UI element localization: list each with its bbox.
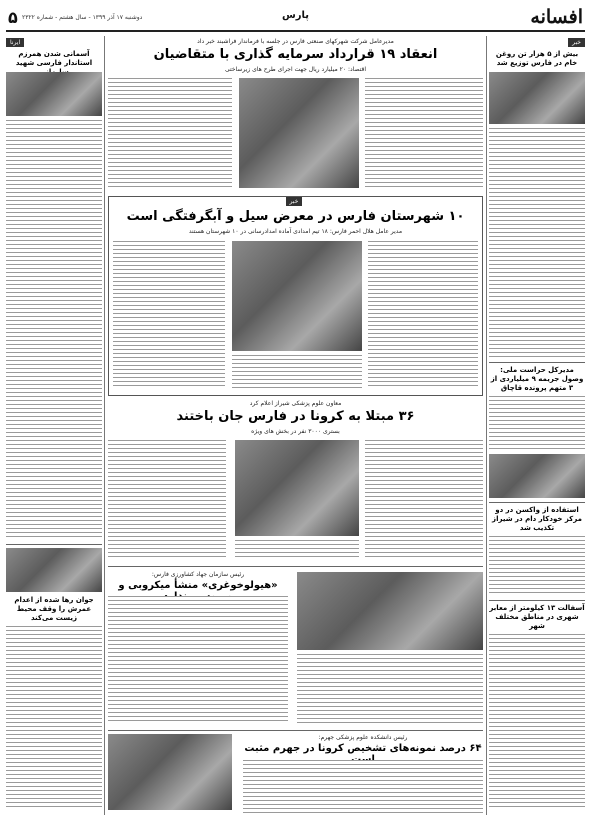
- left-column: [6, 36, 102, 815]
- headline: ۳۶ مبتلا به کرونا در فارس جان باختند: [176, 409, 415, 424]
- article-text: [489, 536, 585, 596]
- headline: بیش از ۵ هزار تن روغن خام در فارس توزیع شد: [495, 50, 579, 67]
- divider: [108, 566, 483, 567]
- kicker: رئیس سازمان جهاد کشاورزی فارس:: [151, 571, 245, 578]
- article-text: [113, 241, 225, 389]
- newspaper-logo: افسانه: [530, 6, 583, 28]
- article-text: [489, 396, 585, 450]
- kicker: معاون علوم پزشکی شیراز اعلام کرد: [249, 400, 342, 407]
- article-text: [365, 440, 483, 560]
- article-text: [489, 634, 585, 810]
- article-text: [232, 355, 362, 389]
- headline: جوان رها شده از اعدام عمرش را وقف محیط زیست می‌کند: [14, 596, 94, 622]
- issue-date: دوشنبه ۱۷ آذر ۱۳۹۹ - سال هشتم - شماره ۲۳۲۲: [22, 14, 143, 21]
- photo-oil-factory: [489, 72, 585, 124]
- column-divider: [486, 36, 487, 815]
- photo-poultry-farm: [297, 572, 483, 650]
- photo-meeting: [239, 78, 359, 188]
- headline: استفاده از واکسن در دو مرکز خودکار دام در شیراز تکذیب شد: [492, 506, 582, 532]
- headline: مدیرکل حراست ملی: وصول جریمه ۹ میلیاردی از ۳ متهم پرونده قاچاق: [490, 366, 584, 392]
- article-text: [297, 654, 483, 724]
- photo-lab: [108, 734, 232, 810]
- article-text: [235, 540, 359, 560]
- kicker: رئیس دانشکده علوم پزشکی جهرم:: [318, 734, 408, 741]
- photo-flood-rescue: [232, 241, 362, 351]
- headline: انعقاد ۱۹ قرارداد سرمایه گذاری با متقاضیان: [153, 47, 438, 62]
- divider: [489, 502, 585, 503]
- headline: «هیولوخوغری» منشأ میکروبی و: [118, 580, 278, 591]
- divider: [489, 362, 585, 363]
- lead: مدیر عامل هلال احمر فارس: ۱۸ تیم امدادی آماده امدادرسانی در ۱۰ شهرستان هستند: [188, 228, 403, 235]
- article-text: [489, 128, 585, 358]
- article-text: [108, 440, 226, 560]
- headline: ۱۰ شهرستان فارس در معرض سیل و آبگرفتگی است: [126, 209, 465, 224]
- article-text: [243, 760, 483, 815]
- subhead: بستری ۳۰۰۰ نفر در بخش های ویژه: [251, 428, 340, 435]
- divider: [6, 544, 102, 545]
- article-text: [368, 241, 478, 389]
- right-column: [489, 36, 585, 815]
- feature-box: [108, 196, 483, 396]
- column-label: خبر: [568, 38, 585, 47]
- page-number: ۵: [8, 8, 18, 27]
- divider: [108, 730, 483, 731]
- photo-group: [6, 548, 102, 592]
- headline: آسمانی شدن همرزم استاندار فارسی شهید: [15, 50, 93, 67]
- subhead: اقتصاد: ۲۰ میلیارد ریال جهت اجرای طرح های زیرساختی: [224, 66, 367, 73]
- article-text: [108, 78, 232, 188]
- photo-commander-portrait: [6, 72, 102, 116]
- column-divider: [104, 36, 105, 815]
- column-label: ایرنا: [6, 38, 24, 47]
- photo-official: [489, 454, 585, 498]
- article-text: [6, 120, 102, 540]
- center-area: [108, 36, 483, 815]
- kicker: مدیرعامل شرکت شهرکهای صنعتی فارس در جلسه با فرماندار فراشبند خبر داد: [197, 38, 394, 45]
- masthead: [6, 6, 585, 32]
- article-text: [6, 626, 102, 810]
- article-text: [365, 78, 483, 188]
- divider: [489, 600, 585, 601]
- section-title: پارس: [281, 10, 310, 21]
- headline: ۶۴ درصد نمونه‌های تشخیص کرونا در جهرم مثبت: [244, 743, 482, 754]
- photo-hospital-ward: [235, 440, 359, 536]
- headline: آسفالت ۱۳ کیلومتر از معابر شهری در مناطق مختلف شهر: [489, 604, 585, 630]
- article-text: [108, 596, 288, 724]
- box-label: خبر: [286, 197, 303, 206]
